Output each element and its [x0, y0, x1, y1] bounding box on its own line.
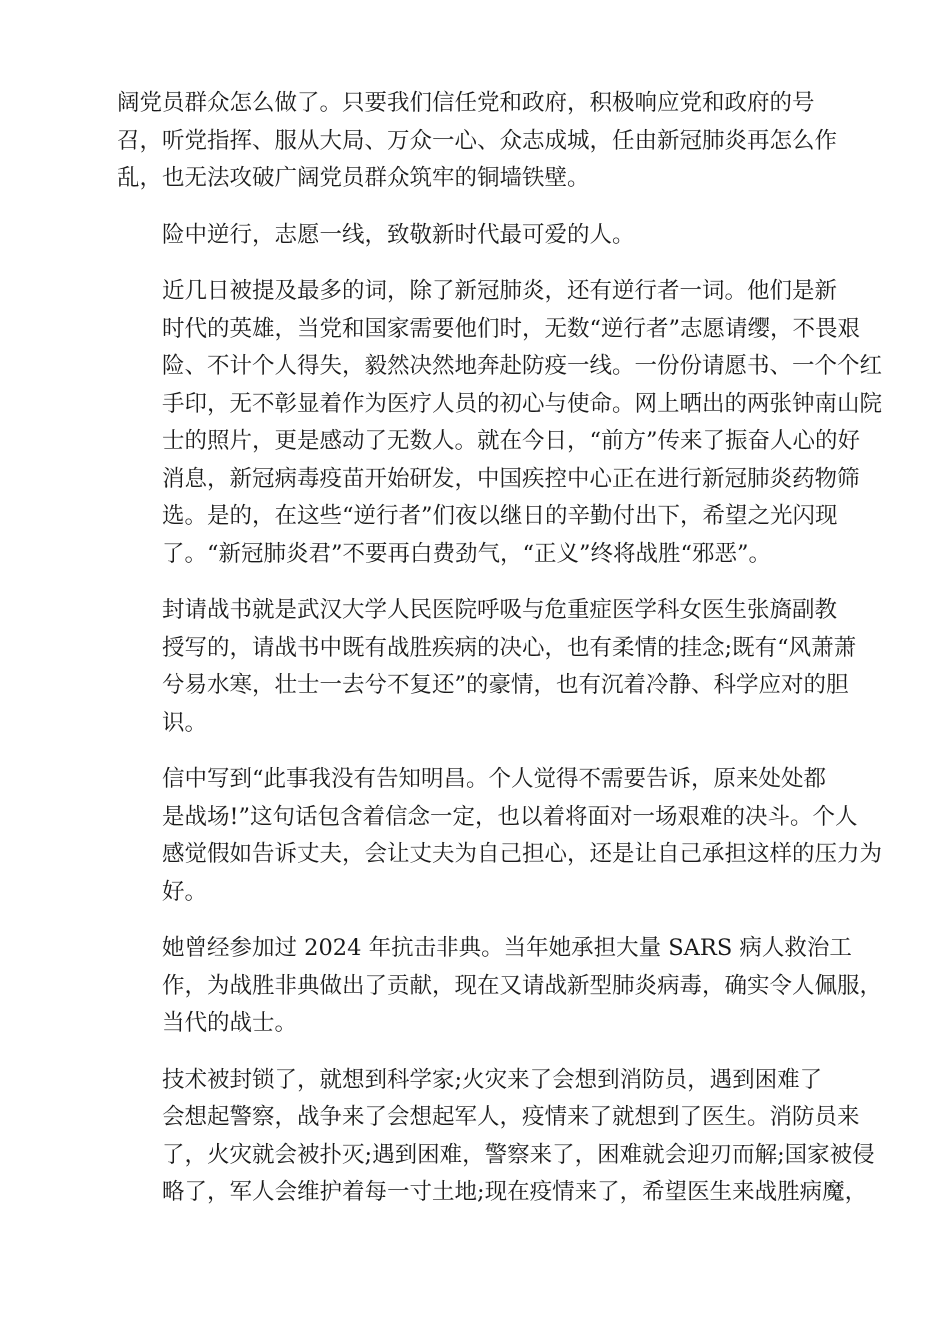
- paragraph: [117, 1062, 875, 1212]
- text-line: 封请战书就是武汉大学人民医院呼吸与危重症医学科女医生张旖副教: [162, 597, 838, 623]
- text-line: 是战场!”这句话包含着信念一定，也以着将面对一场艰难的决斗。个人: [162, 803, 858, 830]
- text-line: 技术被封锁了，就想到科学家;火灾来了会想到消防员，遇到困难了: [162, 1066, 823, 1093]
- text-line: 作，为战胜非典做出了贡献，现在又请战新型肺炎病毒，确实令人佩服，: [162, 972, 883, 999]
- document-body: [117, 85, 883, 1231]
- text-line: 她曾经参加过 2024 年抗击非典。当年她承担大量 SARS 病人救治工: [162, 935, 852, 961]
- text-line: 乱，也无法攻破广阔党员群众筑牢的铜墙铁壁。: [117, 165, 590, 191]
- text-line: 授写的，请战书中既有战胜疾病的决心，也有柔情的挂念;既有“风萧萧: [162, 634, 857, 661]
- text-line: 士的照片，更是感动了无数人。就在今日，“前方”传来了振奋人心的好: [162, 428, 861, 454]
- paragraph: [117, 930, 883, 1043]
- text-line: 兮易水寒，壮士一去兮不复还”的豪情，也有沉着冷静、科学应对的胆: [162, 672, 849, 698]
- text-line: 当代的战士。: [162, 1010, 298, 1036]
- text-line: 感觉假如告诉丈夫，会让丈夫为自己担心，还是让自己承担这样的压力为: [162, 841, 883, 867]
- text-line: 了。“新冠肺炎君”不要再白费劲气，“正义”终将战胜“邪恶”。: [162, 540, 772, 567]
- text-line: 略了，军人会维护着每一寸土地;现在疫情来了，希望医生来战胜病魔，: [162, 1179, 868, 1205]
- paragraph: [117, 85, 838, 198]
- text-line: 了，火灾就会被扑灭;遇到困难，警察来了，困难就会迎刃而解;国家被侵: [162, 1141, 875, 1168]
- text-line: 召，听党指挥、服从大局、万众一心、众志成城，任由新冠肺炎再怎么作: [117, 127, 838, 154]
- text-line: 消息，新冠病毒疫苗开始研发，中国疾控中心正在进行新冠肺炎药物筛: [162, 465, 860, 492]
- text-line: 近几日被提及最多的词，除了新冠肺炎，还有逆行者一词。他们是新: [162, 278, 838, 304]
- paragraph: [117, 273, 883, 573]
- text-line: 手印，无不彰显着作为医疗人员的初心与使命。网上晒出的两张钟南山院: [162, 390, 883, 417]
- text-line: 好。: [162, 878, 208, 905]
- paragraph: [117, 761, 883, 911]
- text-line: 识。: [162, 709, 208, 736]
- text-line: 会想起警察，战争来了会想起军人，疫情来了就想到了医生。消防员来: [162, 1104, 860, 1130]
- text-line: 信中写到“此事我没有告知明昌。个人觉得不需要告诉，原来处处都: [162, 766, 827, 792]
- text-line: 时代的英雄，当党和国家需要他们时，无数“逆行者”志愿请缨，不畏艰: [162, 315, 861, 342]
- paragraph: [117, 592, 857, 742]
- text-line: 险中逆行，志愿一线，致敬新时代最可爱的人。: [162, 221, 635, 248]
- paragraph: [117, 217, 833, 255]
- text-line: 险、不计个人得失，毅然决然地奔赴防疫一线。一份份请愿书、一个个红: [162, 353, 883, 379]
- text-line: 选。是的，在这些“逆行者”们夜以继日的辛勤付出下，希望之光闪现: [162, 503, 838, 529]
- text-line: 阔党员群众怎么做了。只要我们信任党和政府，积极响应党和政府的号: [117, 90, 815, 116]
